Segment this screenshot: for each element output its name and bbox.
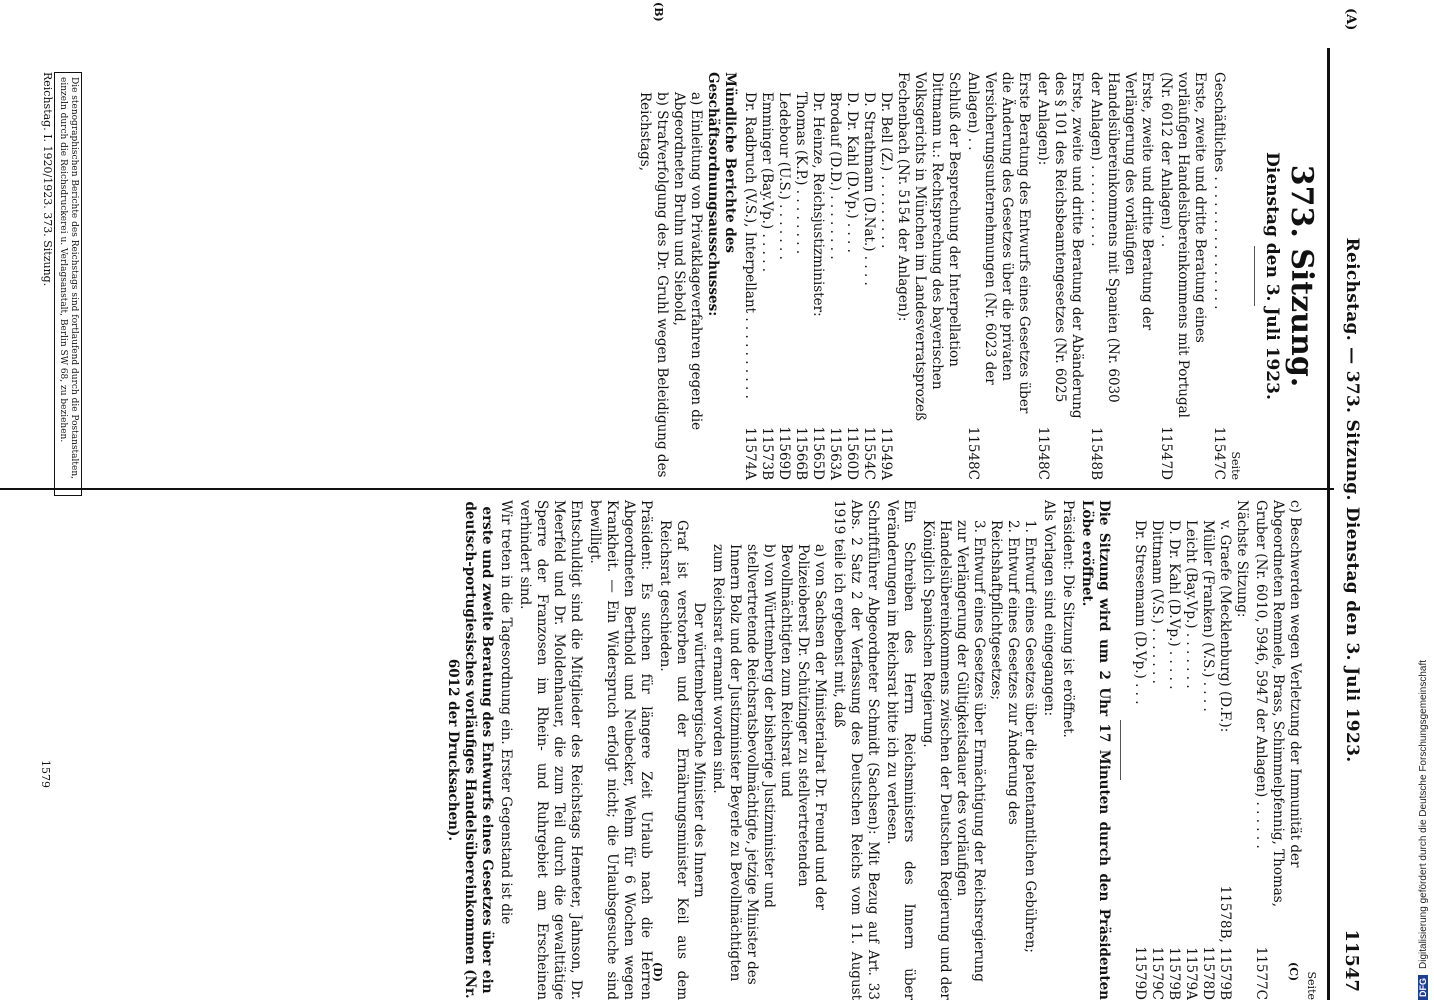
toc-row: Erste, zweite und dritte Beratung eines vorläufigen Handelsübereinkommens mit Portugal (Nr. 6012 der Anlagen) . . 11547D [1158,72,1208,480]
right-column [442,500,1320,1000]
funding-note [1412,0,1434,1000]
page-number: 11547 [1341,929,1362,992]
volume-footer: Reichstag. I. 1920/1923. 373. Sitzung. [41,72,54,287]
speaker-row: D. Dr. Kahl (D.Vp.) . . . . 11560D [844,92,860,480]
vorlage-item: 3. Entwurf eines Gesetzes über Ermächtigung der Reichsregierung zur Verlängerung der Gültigkeitsdauer des vorläufigen Handelsübereinkommens zwischen der Deutschen Regierung und der Königlich Spanischen Regierung. [920,520,987,1000]
report-item: a) Einleitung von Privatklageverfahren gegen die Abgeordneten Bruhn und Siebold, [671,92,704,431]
header-rule [1327,48,1330,1000]
speaker-row: D. Strathmann (D.Nat.) . . . . 11554C [861,92,877,480]
report-item: b) Strafverfolgung des Dr. Gruhl wegen Beleidigung des Reichstags, [637,92,670,478]
vorlage-item: 1. Entwurf eines Gesetzes über die patentamtlichen Gebühren; [1022,520,1038,953]
reports-heading: Mündliche Berichte des Geschäftsordnungsausschusses: [705,72,738,317]
margin-marker-a: (A) [1343,8,1358,31]
vorlagen-intro: Als Vorlagen sind eingegangen: [1041,500,1057,717]
section-rule [1120,720,1121,780]
margin-marker-c: (C) [1287,962,1300,982]
toc-row: Erste, zweite und dritte Beratung der Abänderung des § 101 des Reichsbeamtengesetzes (Nr. 6025 der Anlagen): 11548C [1035,72,1085,480]
speaker-row: Leicht (Bay.Vp.) . . . . . . . 11579A [1183,520,1199,1000]
speaker-row: v. Graefe (Mecklenburg) (D.F.): 11578B, 11579B [1217,520,1233,1000]
president-leave: Präsident: Es suchen für längere Zeit Urlaub nach die Herren Abgeordneten Berthold und Neubecker, Wehm für 6 Wochen wegen Krankheit. — Ein Widerspruch erfolgt nicht; die Urlaubsgesuche sind bewilligt. [587,500,654,1000]
sitting-title: 373. Sitzung. [1284,164,1319,388]
next-sitting-label: Nächste Sitzung: [1234,500,1250,618]
speaker-row: Dr. Heinze, Reichsjustizminister: 11565D [810,92,826,480]
margin-strip [1412,0,1434,1000]
agenda-paragraph: Wir treten in die Tagesordnung ein. Erster Gegenstand ist die [498,500,514,925]
title-rule [1254,246,1255,306]
sitting-date: Dienstag den 3. Juli 1923. [1262,152,1282,400]
toc-row: Erste, zweite und dritte Beratung der Verlängerung des vorläufigen Handelsübereinkommens mit Spanien (Nr. 6030 der Anlagen) . . . . . . . . . . 11548B [1088,72,1155,480]
left-column [636,72,1320,480]
speaker-row: Thomas (K.P.) . . . . . . . . 11566B [793,92,809,480]
publication-notice: Die stenographischen Berichte des Reichstags sind fortlaufend durch die Postanstalten, einzeln durch die Reichsdruckerei u. Verlagsanstalt, Berlin SW 68, zu beziehen. [54,72,82,496]
toc-row: Schluß der Besprechung der Interpellation Dittmann u.: Rechtsprechung des bayerischen Volksgerichts in München im Landesverratsprozeß Fechenbach (Nr. 5154 der Anlagen): [895,72,962,422]
change-item: a) von Sachsen der Ministerialrat Dr. Freund und der Polizeioberst Dr. Schützinger zu stellvertretenden Bevollmächtigten zum Reichsrat und [778,544,828,910]
speaker-row: Dr. Bell (Z.) . . . . . . . . . 11549A [878,92,894,480]
funding-text: Digitalisierung gefördert durch die Deutsche Forschungsgemeinschaft [1417,659,1429,969]
speaker-row: Dr. Radbruch (V.S.), Interpellant . . . . . . . . . . 11574A [742,92,758,480]
agenda-item: erste und zweite Beratung des Entwurfs eines Gesetzes über ein deutsch-portugiesisches vorläufiges Handelsübereinkommen (Nr. 6012 der Drucksachen). [445,501,495,999]
toc-row: c) Beschwerden wegen Verletzung der Immunität der Abgeordneten Remmele, Brass, Schimmelpfennig, Thomas, Gruber (Nr. 6010, 5946, 5947 der Anlagen) . . . . . . 11577C [1253,500,1303,1000]
dfg-logo: DFG [1418,975,1428,1000]
signatory-note: Graf ist verstorben und der Ernährungsminister Keil aus dem Reichsrat geschieden. [657,520,690,1000]
letter-paragraph: Ein Schreiben des Herrn Reichsministers des Innern über Veränderungen im Reichsrat bitte ich zu verlesen. [884,500,917,1000]
change-item: b) von Württemberg der bisherige Justizminister und stellvertretende Reichsratsbevollmächtigte, jetzige Minister des Innern Bolz und der Justizminister Beyerle zu Bevollmächtigten zum Reichsrat ernannt worden sind. [710,544,777,985]
speaker-row: Ledebour (U.S.) . . . . . . . 11569D [776,92,792,480]
speaker-row: D. Dr. Kahl (D.Vp.) . . . . . 11579B [1166,520,1182,1000]
speaker-row: Brodauf (D.D.) . . . . . . . . 11563A [827,92,843,480]
toc-row: Erste Beratung des Entwurfs eines Gesetzes über die Änderung des Gesetzes über die privaten Versicherungsunternehmungen (Nr. 6023 der Anlagen) . . 11548C [965,72,1032,480]
seite-label: Seite [1229,451,1242,480]
speaker-row: Emminger (Bay.Vp.) . . . . . 11573B [759,92,775,480]
speaker-row: Dr. Stresemann (D.Vp.) . . . 11579D [1132,520,1148,1000]
margin-marker-d: (D) [651,962,664,982]
secretary-paragraph: Schriftführer Abgeordneter Schmidt (Sachsen): Mit Bezug auf Art. 33 Abs. 2 Satz 2 der Verfassung des Deutschen Reichs vom 11. August 1919 teile ich ergebenst mit, daß [831,500,881,1000]
column-divider [0,488,1334,490]
signatory-title: Der württembergische Minister des Innern [691,602,707,898]
speaker-row: Dittmann (V.S.) . . . . . . . 11579C [1149,520,1165,1000]
speaker-row: Müller (Franken) (V.S.) . . . . 11578D [1200,520,1216,1000]
running-title: Reichstag. — 373. Sitzung. Dienstag den 3. Juli 1923. [1342,237,1362,763]
excused-paragraph: Entschuldigt sind die Mitglieder des Reichstags Hemeter, Jahnson, Dr. Meerfeld und Dr. Moldenhauer, die zum Teil durch die gewalttätige Sperre der Franzosen im Rhein- und Ruhrgebiet am Erscheinen verhindert sind. [517,500,584,1000]
bottom-page-number: 1579 [39,760,52,788]
opening-statement: Die Sitzung wird um 2 Uhr 17 Minuten durch den Präsidenten Löbe eröffnet. [1079,500,1112,1000]
page-header [1334,8,1368,992]
table-of-contents [636,72,1227,480]
vorlage-item: 2. Entwurf eines Gesetzes zur Änderung des Reichshaftpflichtgesetzes; [988,520,1021,825]
president-remark: Präsident: Die Sitzung ist eröffnet. [1060,500,1076,738]
seite-label-right: Seite [1305,971,1318,1000]
toc-row: Geschäftliches . . . . . . . . . . . . . . . . 11547C [1211,72,1227,480]
margin-marker-b: (B) [652,2,665,22]
